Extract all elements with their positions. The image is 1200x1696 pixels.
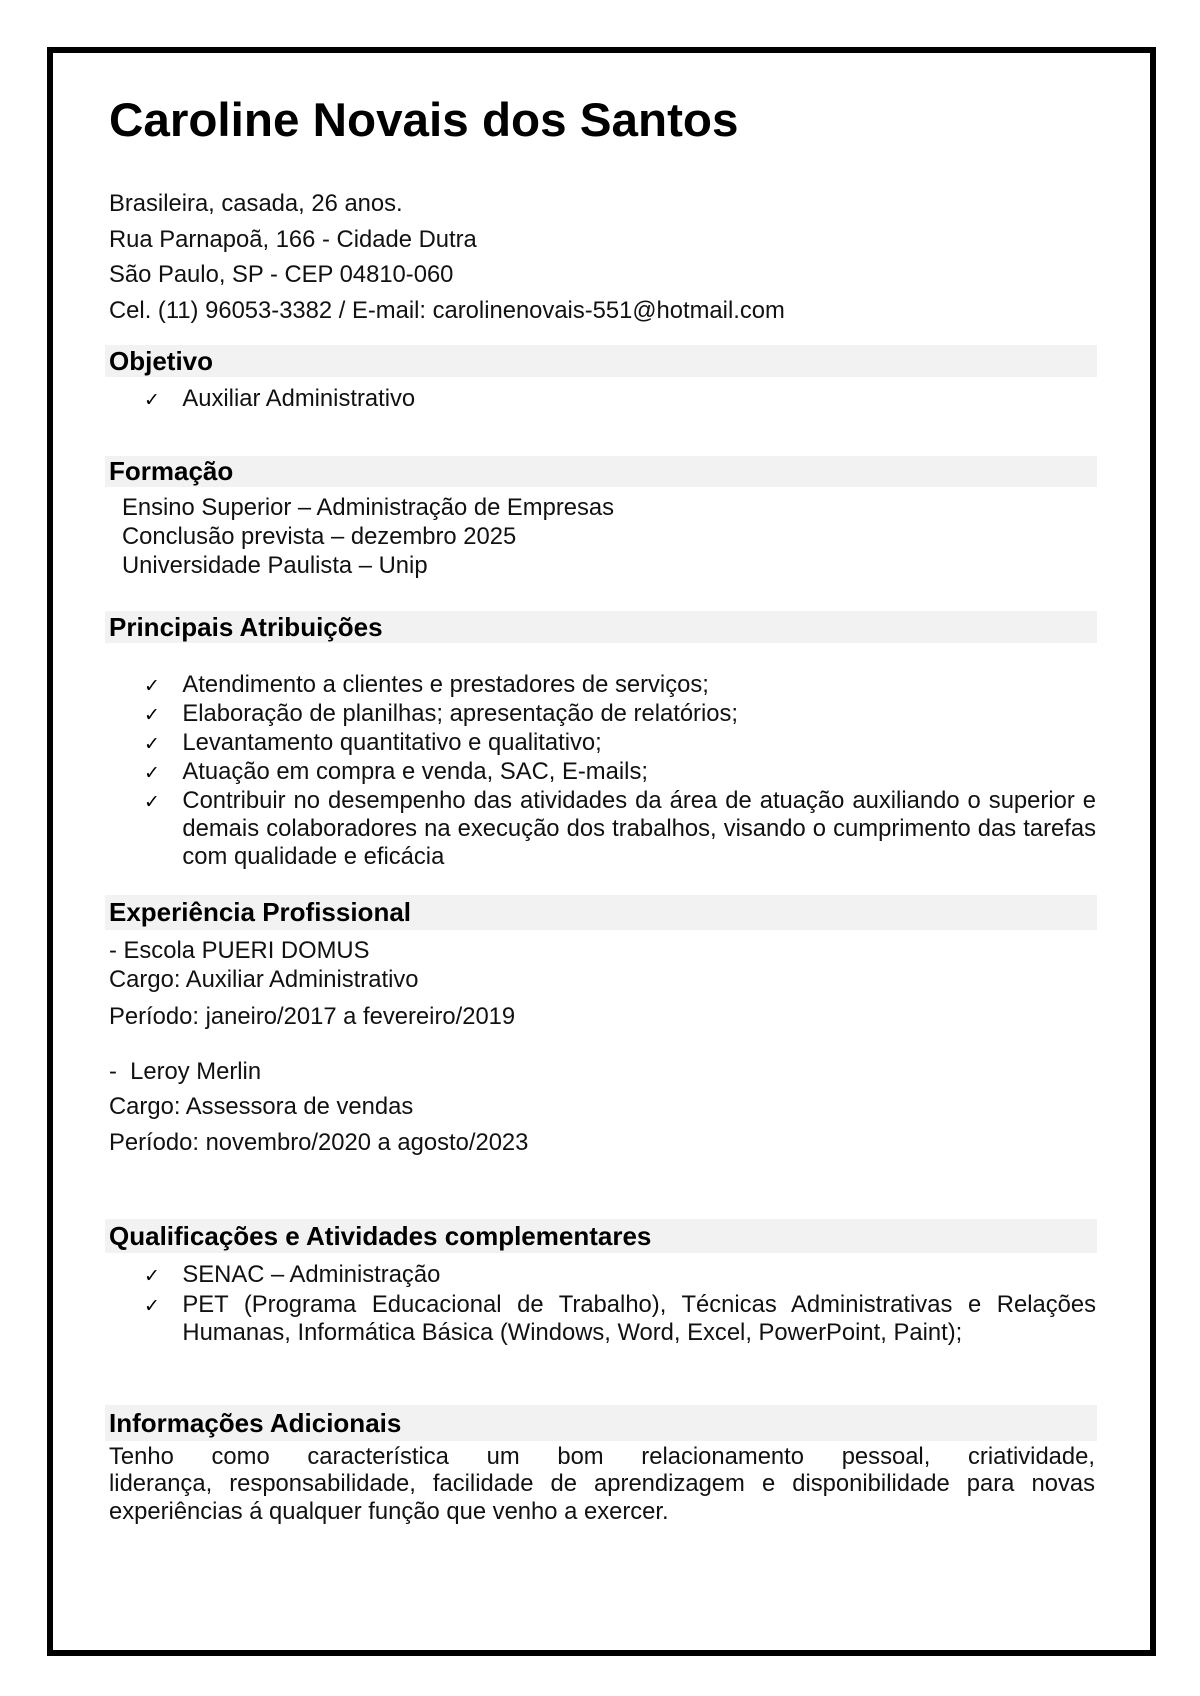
list-item xyxy=(144,385,1096,414)
contact-line: Cel. (11) 96053-3382 / E-mail: carolinenovais-551@hotmail.com xyxy=(109,296,785,324)
list-item-text: SENAC – Administração xyxy=(182,1261,441,1288)
list-item xyxy=(144,700,1096,729)
completion-line: Conclusão prevista – dezembro 2025 xyxy=(122,522,517,550)
list-item-text: Atuação em compra e venda, SAC, E-mails; xyxy=(182,758,648,785)
list-item xyxy=(144,1261,1096,1291)
job-company: - Escola PUERI DOMUS xyxy=(109,937,370,964)
section-title-formacao: Formação xyxy=(105,456,1097,487)
check-icon xyxy=(144,671,182,700)
list-item xyxy=(144,1291,1096,1348)
list-item-text: Atendimento a clientes e prestadores de serviços; xyxy=(182,671,709,698)
resume-name: Caroline Novais dos Santos xyxy=(109,94,739,147)
formacao-details xyxy=(122,493,614,580)
address-line: Rua Parnapoã, 166 - Cidade Dutra xyxy=(109,225,477,253)
university-line: Universidade Paulista – Unip xyxy=(122,551,428,579)
list-item-text: Levantamento quantitativo e qualitativo; xyxy=(182,729,602,756)
job-role: Cargo: Assessora de vendas xyxy=(109,1092,414,1120)
section-title-atribuicoes: Principais Atribuições xyxy=(105,611,1097,643)
personal-details-line: Brasileira, casada, 26 anos. xyxy=(109,190,403,217)
list-item-text: Elaboração de planilhas; apresentação de relatórios; xyxy=(182,700,739,727)
course-line: Ensino Superior – Administração de Empresas xyxy=(122,493,615,521)
job-period: Período: janeiro/2017 a fevereiro/2019 xyxy=(109,1002,516,1030)
list-item xyxy=(144,671,1096,700)
list-item-text: Auxiliar Administrativo xyxy=(182,385,416,412)
check-icon xyxy=(144,787,182,871)
list-item xyxy=(144,787,1096,871)
additional-info-text-line: Tenho como característica um bom relacionamento pessoal, criatividade, xyxy=(109,1442,1095,1470)
section-title-qualificacoes: Qualificações e Atividades complementares xyxy=(105,1219,1097,1253)
list-item-text: Contribuir no desempenho das atividades da área de atuação auxiliando o superior e demais colaboradores na execução dos trabalhos, visando o cumprimento das tarefas com qualidade e eficácia xyxy=(182,787,1096,870)
check-icon xyxy=(144,700,182,729)
list-item xyxy=(144,729,1096,758)
qualificacoes-list xyxy=(144,1261,1096,1348)
additional-info-text: liderança, responsabilidade, facilidade de aprendizagem e disponibilidade para novas experiências á qualquer função que venho a exercer. xyxy=(109,1470,1095,1525)
section-title-experiencia: Experiência Profissional xyxy=(105,895,1097,930)
check-icon xyxy=(144,1261,182,1291)
job-company: - Leroy Merlin xyxy=(109,1058,262,1085)
list-item-text: PET (Programa Educacional de Trabalho), Técnicas Administrativas e Relações Humanas, Informática Básica (Windows, Word, Excel, PowerPoint, Paint); xyxy=(182,1290,1096,1347)
objetivo-list xyxy=(144,385,1096,414)
city-line: São Paulo, SP - CEP 04810-060 xyxy=(109,261,454,289)
check-icon xyxy=(144,729,182,758)
atribuicoes-list xyxy=(144,671,1096,871)
check-icon xyxy=(144,758,182,787)
list-item xyxy=(144,758,1096,787)
check-icon xyxy=(144,1291,182,1348)
personal-info xyxy=(109,186,785,328)
section-title-adicionais: Informações Adicionais xyxy=(105,1405,1097,1441)
check-icon xyxy=(144,385,182,414)
job-role: Cargo: Auxiliar Administrativo xyxy=(109,965,419,993)
section-title-objetivo: Objetivo xyxy=(105,345,1097,377)
job-period: Período: novembro/2020 a agosto/2023 xyxy=(109,1128,529,1156)
